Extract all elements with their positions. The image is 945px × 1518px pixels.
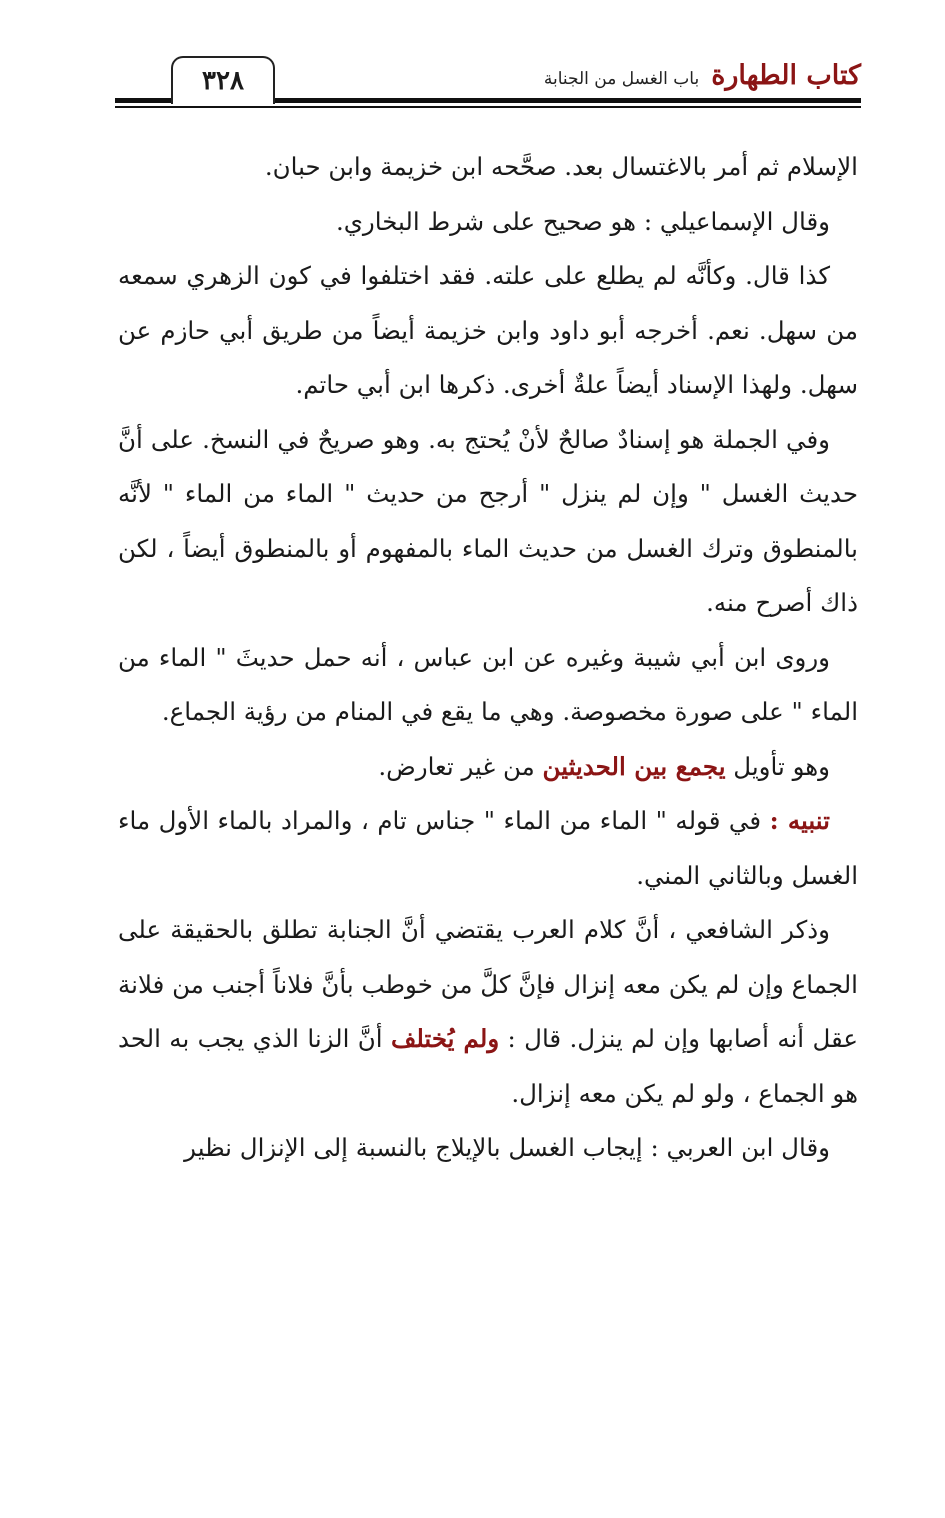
header-rule-thin — [115, 106, 861, 108]
paragraph-3: كذا قال. وكأنَّه لم يطلع على علته. فقد اختلفوا في كون الزهري سمعه من سهل. نعم. أخرجه أبو داود وابن خزيمة أيضاً من طريق أبي حازم عن سهل. ولهذا الإسناد أيضاً علةٌ أخرى. ذكرها ابن أبي حاتم. — [118, 261, 858, 399]
paragraph-2: وقال الإسماعيلي : هو صحيح على شرط البخاري. — [335, 206, 830, 236]
paragraph-6-text-start: وهو تأويل — [725, 751, 830, 781]
paragraph-8-text-end: أنَّ الزنا الذي يجب به الحد هو الجماع ، ولو لم يكن معه إنزال. — [118, 1024, 858, 1108]
paragraph-6-text-end: من غير تعارض. — [378, 751, 543, 781]
highlighted-phrase: ولم يُختلف — [390, 1024, 500, 1053]
page-header — [115, 54, 861, 112]
paragraph-1: الإسلام ثم أمر بالاغتسال بعد. صحَّحه ابن خزيمة وابن حبان. — [264, 152, 858, 181]
page-body — [118, 140, 858, 1176]
note-text: في قوله " الماء من الماء " جناس تام ، والمراد بالماء الأول ماء الغسل وبالثاني المني. — [118, 806, 858, 890]
paragraph-4: وفي الجملة هو إسنادٌ صالحٌ لأنْ يُحتج به. وهو صريحٌ في النسخ. على أنَّ حديث الغسل " وإن لم ينزل " أرجح من حديث " الماء من الماء " لأنَّه بالمنطوق وترك الغسل من حديث الماء بالمفهوم أو بالمنطوق أيضاً ، لكن ذاك أصرح منه. — [118, 424, 858, 617]
note-label: تنبيه : — [769, 806, 830, 835]
chapter-title: باب الغسل من الجنابة — [543, 69, 700, 89]
paragraph-8-text-start: وذكر الشافعي ، أنَّ كلام العرب يقتضي أنَّ الجنابة تطلق بالحقيقة على الجماع وإن لم يكن معه إنزال فإنَّ كلَّ من خوطب بأنَّ فلاناً أجنب من فلانة عقل أنه أصابها وإن لم ينزل. قال : — [118, 915, 859, 1053]
paragraph-6 — [118, 740, 858, 795]
paragraph-8 — [118, 903, 858, 1121]
running-title — [544, 60, 861, 91]
highlighted-phrase: يجمع بين الحديثين — [542, 751, 726, 781]
paragraph-7-note — [118, 794, 858, 903]
paragraph-9: وقال ابن العربي : إيجاب الغسل بالإيلاج بالنسبة إلى الإنزال نظير — [184, 1133, 830, 1162]
page-number: ٣٢٨ — [171, 56, 275, 104]
book-title: كتاب الطهارة — [711, 60, 861, 91]
paragraph-5: وروى ابن أبي شيبة وغيره عن ابن عباس ، أنه حمل حديثَ " الماء من الماء " على صورة مخصوصة. وهي ما يقع في المنام من رؤية الجماع. — [118, 642, 858, 726]
